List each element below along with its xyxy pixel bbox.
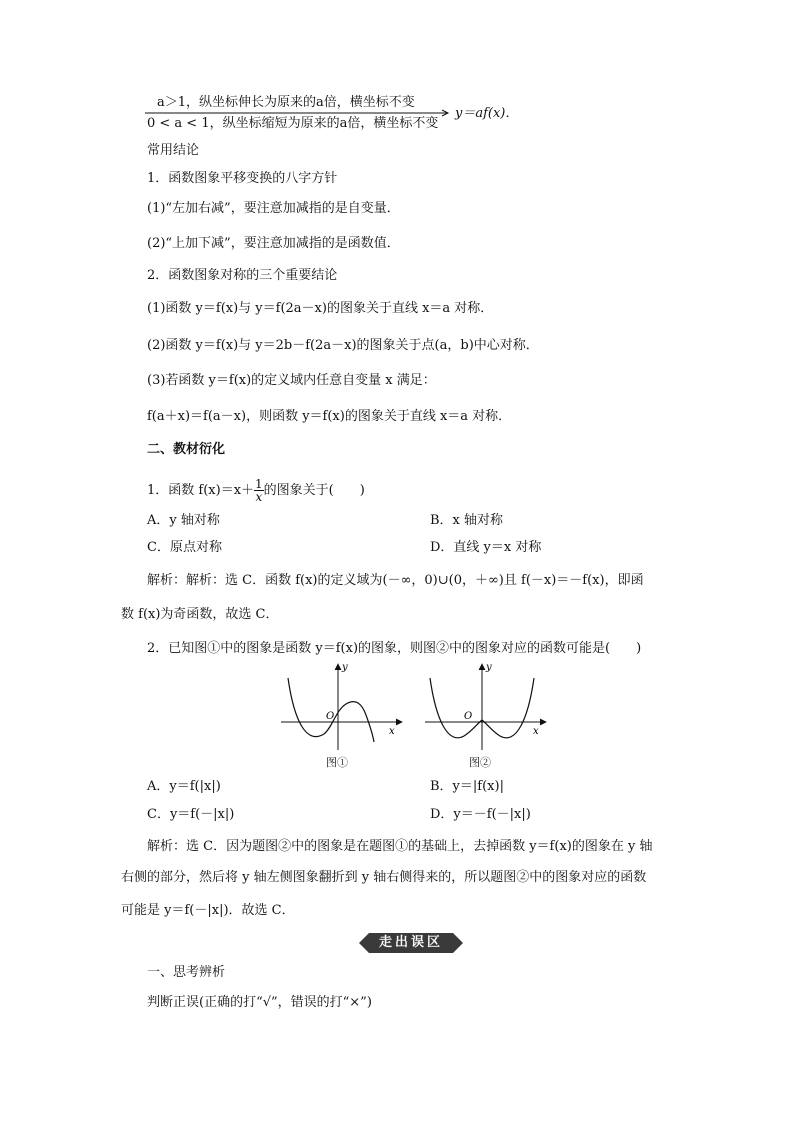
conclusion-1-line-2: (2)“上加下减”，要注意加减指的是函数值． xyxy=(147,236,400,251)
q2-analysis-line-2: 右侧的部分，然后将 y 轴左侧图象翻折到 y 轴右侧得来的，所以题图②中的图象对应的函数 xyxy=(121,870,647,885)
badge-label: 走出误区 xyxy=(369,933,453,953)
conclusion-2-line-2: (2)函数 y＝f(x)与 y＝2b－f(2a－x)的图象关于点(a，b)中心对称． xyxy=(147,338,539,353)
q1-stem-before: 1．函数 f(x)＝x＋ xyxy=(147,483,255,498)
q1-analysis-line-2: 数 f(x)为奇函数，故选 C． xyxy=(121,607,279,622)
rule-bottom-condition: 0 < a < 1，纵坐标缩短为原来的a倍，横坐标不变 xyxy=(147,116,439,131)
fig1-y-arrow xyxy=(335,664,341,670)
conclusion-2-line-1: (1)函数 y＝f(x)与 y＝f(2a－x)的图象关于直线 x＝a 对称． xyxy=(147,301,494,316)
fig1-y-label: y xyxy=(342,662,348,673)
conclusion-2-title: 2．函数图象对称的三个重要结论 xyxy=(147,268,338,283)
section-common-conclusions: 常用结论 xyxy=(147,143,200,158)
q1-choice-c: C．原点对称 xyxy=(147,540,222,555)
figure-2-caption: 图② xyxy=(469,756,491,769)
q1-choice-d: D．直线 y＝x 对称 xyxy=(430,540,542,555)
fig2-x-arrow xyxy=(540,719,546,725)
section-badge xyxy=(359,933,463,953)
fig1-x-arrow xyxy=(396,719,402,725)
fig2-y-label: y xyxy=(486,662,492,673)
fig2-x-label: x xyxy=(533,726,539,737)
rule-top-condition: a＞1，纵坐标伸长为原来的a倍，横坐标不变 xyxy=(157,95,415,110)
rule-result: y＝af(x)． xyxy=(455,106,519,121)
badge-right-cap xyxy=(453,933,463,953)
figure-1-graph xyxy=(276,660,406,755)
conclusion-2-line-3: (3)若函数 y＝f(x)的定义域内任意自变量 x 满足： xyxy=(147,373,436,388)
q1-choice-b: B．x 轴对称 xyxy=(430,513,504,528)
section-textbook: 二、教材衍化 xyxy=(147,442,226,457)
fig1-curve xyxy=(288,678,374,742)
think-instruction: 判断正误(正确的打“√”，错误的打“×”) xyxy=(147,995,372,1010)
fig1-origin-label: O xyxy=(326,711,335,722)
section-think-analysis: 一、思考辨析 xyxy=(147,965,226,980)
conclusion-2-line-4: f(a＋x)＝f(a－x)，则函数 y＝f(x)的图象关于直线 x＝a 对称． xyxy=(147,409,512,424)
q2-choice-d: D．y＝－f(－|x|) xyxy=(430,807,531,822)
fig2-y-arrow xyxy=(479,664,485,670)
figure-2-graph xyxy=(420,660,550,755)
q2-analysis-line-1: 解析：选 C．因为题图②中的图象是在题图①的基础上，去掉函数 y＝f(x)的图象在 y 轴 xyxy=(147,839,653,854)
q1-choice-a: A．y 轴对称 xyxy=(147,513,220,528)
question-2-stem: 2．已知图①中的图象是函数 y＝f(x)的图象，则图②中的图象对应的函数可能是( ) xyxy=(147,641,642,656)
question-1-stem xyxy=(147,478,365,503)
figure-1-caption: 图① xyxy=(326,756,348,769)
q1-analysis-line-1: 解析：解析：选 C．函数 f(x)的定义域为(－∞，0)∪(0，＋∞)且 f(－x)＝－f(x)，即函 xyxy=(147,573,644,588)
fig1-x-label: x xyxy=(389,726,395,737)
conclusion-1-line-1: (1)“左加右减”，要注意加减指的是自变量． xyxy=(147,201,400,216)
q2-analysis-line-3: 可能是 y＝f(－|x|)．故选 C． xyxy=(121,903,295,918)
q1-stem-after: 的图象关于( ) xyxy=(263,483,365,498)
q1-fraction-numerator: 1 xyxy=(255,477,263,491)
q2-choice-a: A．y＝f(|x|) xyxy=(147,779,221,794)
q1-fraction-denominator: x xyxy=(255,490,263,504)
conclusion-1-title: 1．函数图象平移变换的八字方针 xyxy=(147,171,338,186)
badge-left-cap xyxy=(359,933,369,953)
fig2-origin-label: O xyxy=(464,711,473,722)
q2-choice-c: C．y＝f(－|x|) xyxy=(147,807,235,822)
q2-choice-b: B．y＝|f(x)| xyxy=(430,779,504,794)
q1-fraction xyxy=(254,478,264,503)
